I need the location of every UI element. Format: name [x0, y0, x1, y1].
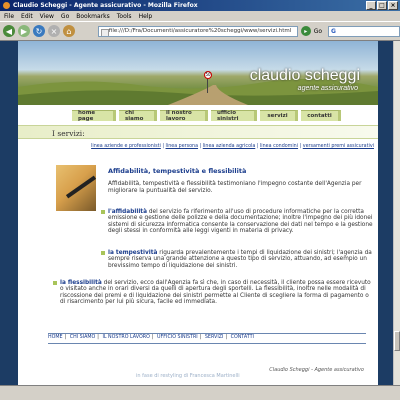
window-titlebar	[0, 0, 400, 11]
maximize-icon[interactable]: □	[377, 1, 387, 10]
footer-link-home[interactable]: HOME	[48, 335, 63, 340]
bullet-square-icon	[53, 281, 57, 285]
status-bar	[0, 373, 400, 400]
article-title: Affidabilità, tempestività e flessibilità	[108, 167, 247, 175]
section-title: I servizi:	[52, 129, 85, 138]
menu-bookmarks[interactable]: Bookmarks	[76, 12, 110, 20]
sublink-azienda-agricola[interactable]: linea azienda agricola	[202, 144, 256, 149]
brand-subtitle: agente assicurativo	[297, 85, 358, 92]
tab-ufficio-sinistri[interactable]: ufficio sinistri	[211, 110, 257, 121]
menu-view[interactable]: View	[39, 12, 54, 20]
agency-credit: Claudio Scheggi - Agente assicurativo	[269, 367, 364, 373]
menu-file[interactable]: File	[4, 12, 15, 20]
bullet-square-icon	[101, 251, 105, 255]
article-intro: Affidabilità, tempestività e flessibilità testimoniano l'impegno costante dell'Agenzia per migliorare la puntualità del servizio.	[108, 181, 362, 194]
page-viewport	[0, 41, 393, 385]
brand-name: claudio scheggi	[249, 67, 360, 84]
list-item	[108, 209, 378, 235]
navigation-toolbar	[0, 21, 400, 41]
sublink-aziende-professionisti[interactable]: linea aziende e professionisti	[91, 144, 161, 149]
list-item	[60, 280, 372, 306]
footer-link-contatti[interactable]: CONTATTI	[230, 335, 254, 340]
reload-icon[interactable]: ↻	[33, 25, 45, 37]
service-sublinks: linea aziende e professionisti | linea persona | linea azienda agricola | linea condomini | versamenti premi assicurativi	[91, 144, 374, 149]
restyling-credit: in fase di restyling di Francesca Martinelli	[136, 373, 240, 379]
footer-link-chi-siamo[interactable]: CHI SIAMO	[69, 335, 96, 340]
menu-edit[interactable]: Edit	[21, 12, 33, 20]
sublink-persona[interactable]: linea persona	[165, 144, 199, 149]
bullet-text: del servizio fa riferimento all'uso di procedure informatiche per la corretta emissione e gestione delle polizze e della documentazione; inoltre l'impegno dei più idonei sistemi di sicurezza informatica consente la conservazione dei dati nel tempo e la gestione degli stessi in conformità alle leggi vigenti in materia di privacy.	[108, 209, 373, 235]
home-icon[interactable]: ⌂	[63, 25, 75, 37]
search-input[interactable]	[328, 26, 400, 37]
sublink-condomini[interactable]: linea condomini	[259, 144, 299, 149]
bullet-square-icon	[101, 210, 105, 214]
section-header	[18, 125, 378, 139]
menu-go[interactable]: Go	[60, 12, 70, 20]
speed-sign-icon: 50	[205, 72, 211, 77]
bullet-text: del servizio, ecco dall'Agenzia fa sì che, in caso di necessità, il cliente possa essere ricevuto o visitato anche in orari diversi da quelli di apertura degli sportelli. La flessibilità, inoltre nelle modalità di riscossione dei premi e di liquidazione dei sinistri permette al Cliente di scegliere la forma di pagamento o di risarcimento per lui più sicura, facile ed immediata.	[60, 280, 371, 306]
menu-tools[interactable]: Tools	[116, 12, 132, 20]
page-content	[18, 105, 378, 385]
footer-link-servizi[interactable]: SERVIZI	[204, 335, 224, 340]
bullet-lead: la tempestività	[108, 250, 158, 256]
footer-link-ufficio-sinistri[interactable]: UFFICIO SINISTRI	[157, 335, 198, 340]
tab-contatti[interactable]: contatti	[301, 110, 341, 121]
window-title: Claudio Scheggi - Agente assicurativo - Mozilla Firefox	[13, 2, 198, 9]
close-icon[interactable]: ×	[388, 1, 398, 10]
pen-icon	[66, 176, 96, 199]
scrollbar-thumb[interactable]	[394, 331, 400, 351]
tab-home-page[interactable]: home page	[72, 110, 116, 121]
footer-nav: HOME | CHI SIAMO | IL NOSTRO LAVORO | UFFICIO SINISTRI | SERVIZI | CONTATTI	[48, 335, 254, 340]
footer-link-il-nostro-lavoro[interactable]: IL NOSTRO LAVORO	[102, 335, 150, 340]
bullet-text: riguarda prevalentemente i tempi di liquidazione dei sinistri; l'agenzia da sempre riserva una grande attenzione a questo tipo di servizio, attuando, ad esempio un brevissimo tempo di liquidazione dei sinistri.	[108, 250, 372, 269]
tab-servizi[interactable]: servizi	[260, 110, 298, 121]
footer-divider-bottom	[48, 343, 366, 344]
window-controls	[366, 1, 398, 10]
back-arrow-icon[interactable]: ◀	[3, 25, 15, 37]
sign-post	[207, 79, 208, 93]
tab-chi-siamo[interactable]: chi siamo	[119, 110, 157, 121]
header-banner	[18, 41, 378, 105]
firefox-icon	[3, 2, 10, 9]
google-logo-icon: G	[331, 27, 336, 35]
address-bar[interactable]: file:///D:/Fra/Documenti/assicuratore%20scheggi/www/servizi.html	[98, 26, 298, 37]
go-icon[interactable]: ▸	[301, 26, 311, 36]
vertical-scrollbar[interactable]	[393, 41, 400, 385]
fountain-pen-photo	[56, 165, 96, 211]
footer-divider-top	[48, 333, 366, 334]
list-item	[108, 250, 378, 269]
stop-icon[interactable]: ×	[48, 25, 60, 37]
go-button-label[interactable]: Go	[313, 27, 323, 35]
menu-help[interactable]: Help	[138, 12, 153, 20]
forward-arrow-icon[interactable]: ▶	[18, 25, 30, 37]
menu-bar	[0, 11, 400, 21]
sublink-versamenti-premi[interactable]: versamenti premi assicurativi	[302, 144, 374, 149]
bullet-lead: la flessibilità	[60, 280, 102, 286]
minimize-icon[interactable]: _	[366, 1, 376, 10]
tab-il-nostro-lavoro[interactable]: il nostro lavoro	[160, 110, 208, 121]
main-nav-tabs	[72, 110, 341, 121]
bullet-lead: l'affidabilità	[108, 209, 147, 215]
